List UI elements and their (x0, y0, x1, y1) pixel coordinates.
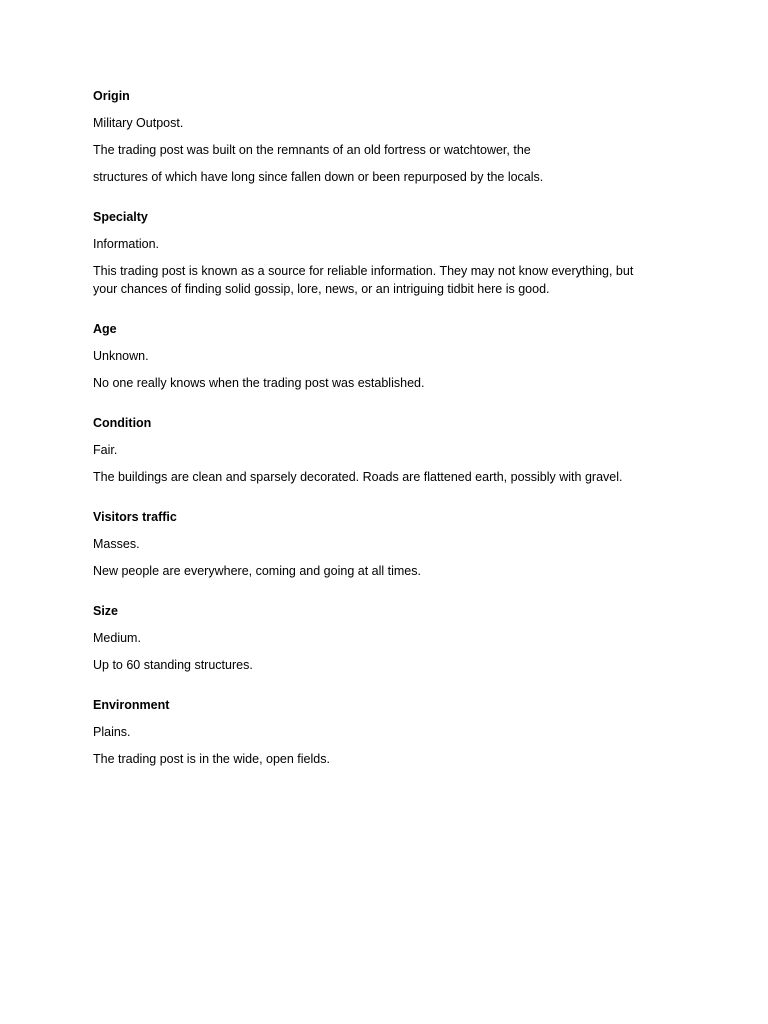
section-heading: Origin (93, 89, 130, 103)
section-description (93, 141, 683, 186)
section-description (93, 374, 683, 392)
section-description (93, 750, 683, 768)
section-environment (93, 696, 683, 768)
section-description (93, 262, 683, 298)
description-line: This trading post is known as a source for reliable information. They may not know everything, but (93, 264, 634, 278)
section-size (93, 602, 683, 674)
description-line: New people are everywhere, coming and going at all times. (93, 564, 421, 578)
description-line: The buildings are clean and sparsely decorated. Roads are flattened earth, possibly with gravel. (93, 470, 623, 484)
section-value: Masses. (93, 537, 140, 551)
section-heading: Environment (93, 698, 170, 712)
section-age (93, 320, 683, 392)
section-heading: Visitors traffic (93, 510, 177, 524)
section-description (93, 468, 683, 486)
section-heading: Size (93, 604, 119, 618)
section-value: Fair. (93, 443, 118, 457)
section-heading: Specialty (93, 210, 148, 224)
description-line: structures of which have long since fallen down or been repurposed by the locals. (93, 170, 544, 184)
section-heading: Condition (93, 416, 152, 430)
section-condition (93, 414, 683, 486)
section-description (93, 562, 683, 580)
section-value: Information. (93, 237, 160, 251)
section-value: Unknown. (93, 349, 149, 363)
description-line: No one really knows when the trading post was established. (93, 376, 425, 390)
section-heading: Age (93, 322, 117, 336)
section-value: Medium. (93, 631, 141, 645)
section-origin (93, 87, 683, 186)
section-value: Military Outpost. (93, 116, 184, 130)
description-line: The trading post is in the wide, open fields. (93, 752, 330, 766)
description-line: Up to 60 standing structures. (93, 658, 253, 672)
section-specialty (93, 208, 683, 298)
section-value: Plains. (93, 725, 131, 739)
section-visitors-traffic (93, 508, 683, 580)
section-description (93, 656, 683, 674)
description-line: your chances of finding solid gossip, lore, news, or an intriguing tidbit here is good. (93, 282, 550, 296)
document-body (93, 87, 683, 790)
description-line: The trading post was built on the remnants of an old fortress or watchtower, the (93, 143, 531, 157)
